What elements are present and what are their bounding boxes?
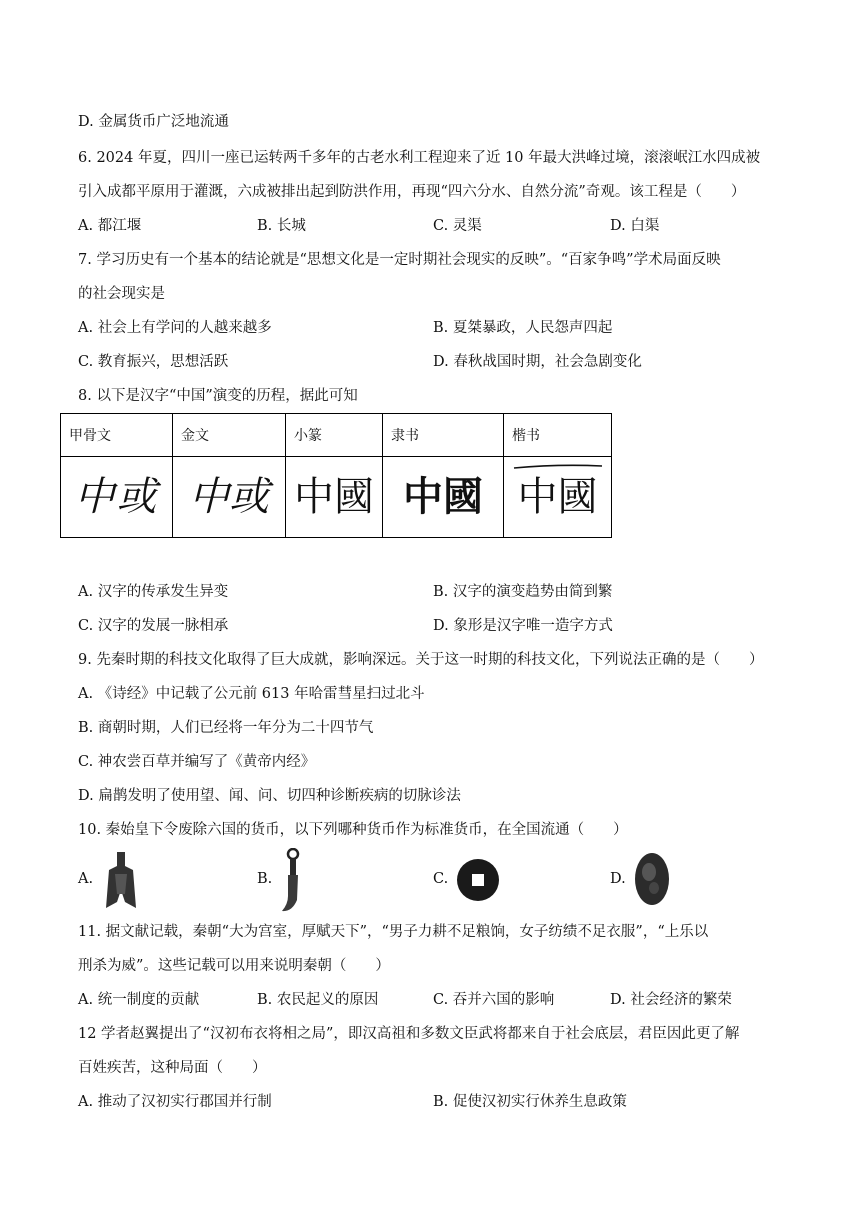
q11-option-d: D. 社会经济的繁荣 [610, 992, 732, 1008]
knife-coin-icon [278, 848, 304, 914]
spade-coin-icon [103, 850, 139, 912]
q12-option-b: B. 促使汉初实行休养生息政策 [433, 1094, 627, 1110]
glyph-clerical [383, 457, 504, 538]
banliang-coin-icon [456, 858, 500, 902]
character-evolution-table [60, 413, 612, 538]
brush-stroke-icon [512, 463, 604, 471]
q10-option-b-label: B. [257, 871, 273, 887]
q7-option-d: D. 春秋战国时期，社会急剧变化 [433, 354, 642, 370]
q6-option-d: D. 白渠 [610, 218, 660, 234]
q6-option-c: C. 灵渠 [433, 218, 482, 234]
q11-option-b: B. 农民起义的原因 [257, 992, 379, 1008]
q6-stem-line1: 6. 2024 年夏，四川一座已运转两千多年的古老水利工程迎来了近 10 年最大洪峰过境，滚滚岷江水四成被 [78, 150, 761, 166]
header-oracle-bone: 甲骨文 [61, 414, 173, 457]
glyph-clerical-text: 中國 [403, 474, 483, 520]
q11-stem-line2: 刑杀为威”。这些记载可以用来说明秦朝（ ） [78, 958, 390, 974]
q9-option-d: D. 扁鹊发明了使用望、闻、问、切四种诊断疾病的切脉诊法 [78, 788, 461, 804]
q7-option-c: C. 教育振兴，思想活跃 [78, 354, 229, 370]
q8-option-c: C. 汉字的发展一脉相承 [78, 618, 229, 634]
q6-stem-line2: 引入成都平原用于灌溉，六成被排出起到防洪作用，再现“四六分水、自然分流”奇观。该工程是（ ） [78, 184, 746, 200]
header-small-seal: 小篆 [286, 414, 383, 457]
glyph-regular [504, 457, 612, 538]
header-bronze: 金文 [173, 414, 286, 457]
glyph-small-seal-text: 中國 [294, 474, 374, 520]
glyph-bronze-text: 中或 [189, 474, 269, 520]
glyph-small-seal [286, 457, 383, 538]
glyph-regular-text: 中國 [517, 474, 598, 519]
q11-stem-line1: 11. 据文献记载，秦朝“大为宫室，厚赋天下”，“男子力耕不足粮饷，女子纺绩不足衣服”，“上乐以 [78, 924, 709, 940]
q11-option-c: C. 吞并六国的影响 [433, 992, 555, 1008]
q10-stem: 10. 秦始皇下令废除六国的货币，以下列哪种货币作为标准货币，在全国流通（ ） [78, 822, 628, 838]
q9-stem: 9. 先秦时期的科技文化取得了巨大成就，影响深远。关于这一时期的科技文化，下列说法正确的是（ ） [78, 652, 764, 668]
q8-option-d: D. 象形是汉字唯一造字方式 [433, 618, 613, 634]
q7-option-a: A. 社会上有学问的人越来越多 [78, 320, 272, 336]
glyph-bronze [173, 457, 286, 538]
q11-option-a: A. 统一制度的贡献 [78, 992, 200, 1008]
q12-stem-line2: 百姓疾苦，这种局面（ ） [78, 1060, 267, 1076]
q12-option-a: A. 推动了汉初实行郡国并行制 [78, 1094, 272, 1110]
header-regular: 楷书 [504, 414, 612, 457]
q12-stem-line1: 12 学者赵翼提出了“汉初布衣将相之局”，即汉高祖和多数文臣武将都来自于社会底层，君臣因此更了解 [78, 1026, 740, 1042]
q10-option-d-label: D. [610, 871, 626, 887]
glyph-oracle-bone [61, 457, 173, 538]
q7-stem-line2: 的社会现实是 [78, 286, 165, 302]
q8-option-a: A. 汉字的传承发生异变 [78, 584, 229, 600]
q8-stem: 8. 以下是汉字“中国”演变的历程，据此可知 [78, 388, 358, 404]
q6-option-a: A. 都江堰 [78, 218, 142, 234]
q10-option-a-label: A. [78, 871, 94, 887]
q9-option-c: C. 神农尝百草并编写了《黄帝内经》 [78, 754, 316, 770]
ant-nose-coin-icon [632, 850, 672, 910]
q10-option-c-label: C. [433, 871, 449, 887]
glyph-oracle-bone-text: 中或 [74, 474, 159, 520]
q6-option-b: B. 长城 [257, 218, 306, 234]
q7-option-b: B. 夏桀暴政，人民怨声四起 [433, 320, 613, 336]
q9-option-a: A. 《诗经》中记载了公元前 613 年哈雷彗星扫过北斗 [78, 686, 425, 702]
q7-stem-line1: 7. 学习历史有一个基本的结论就是“思想文化是一定时期社会现实的反映”。“百家争鸣”学术局面反映 [78, 252, 721, 268]
q9-option-b: B. 商朝时期，人们已经将一年分为二十四节气 [78, 720, 374, 736]
header-clerical: 隶书 [383, 414, 504, 457]
q5-option-d: D. 金属货币广泛地流通 [78, 114, 229, 130]
q8-option-b: B. 汉字的演变趋势由简到繁 [433, 584, 613, 600]
